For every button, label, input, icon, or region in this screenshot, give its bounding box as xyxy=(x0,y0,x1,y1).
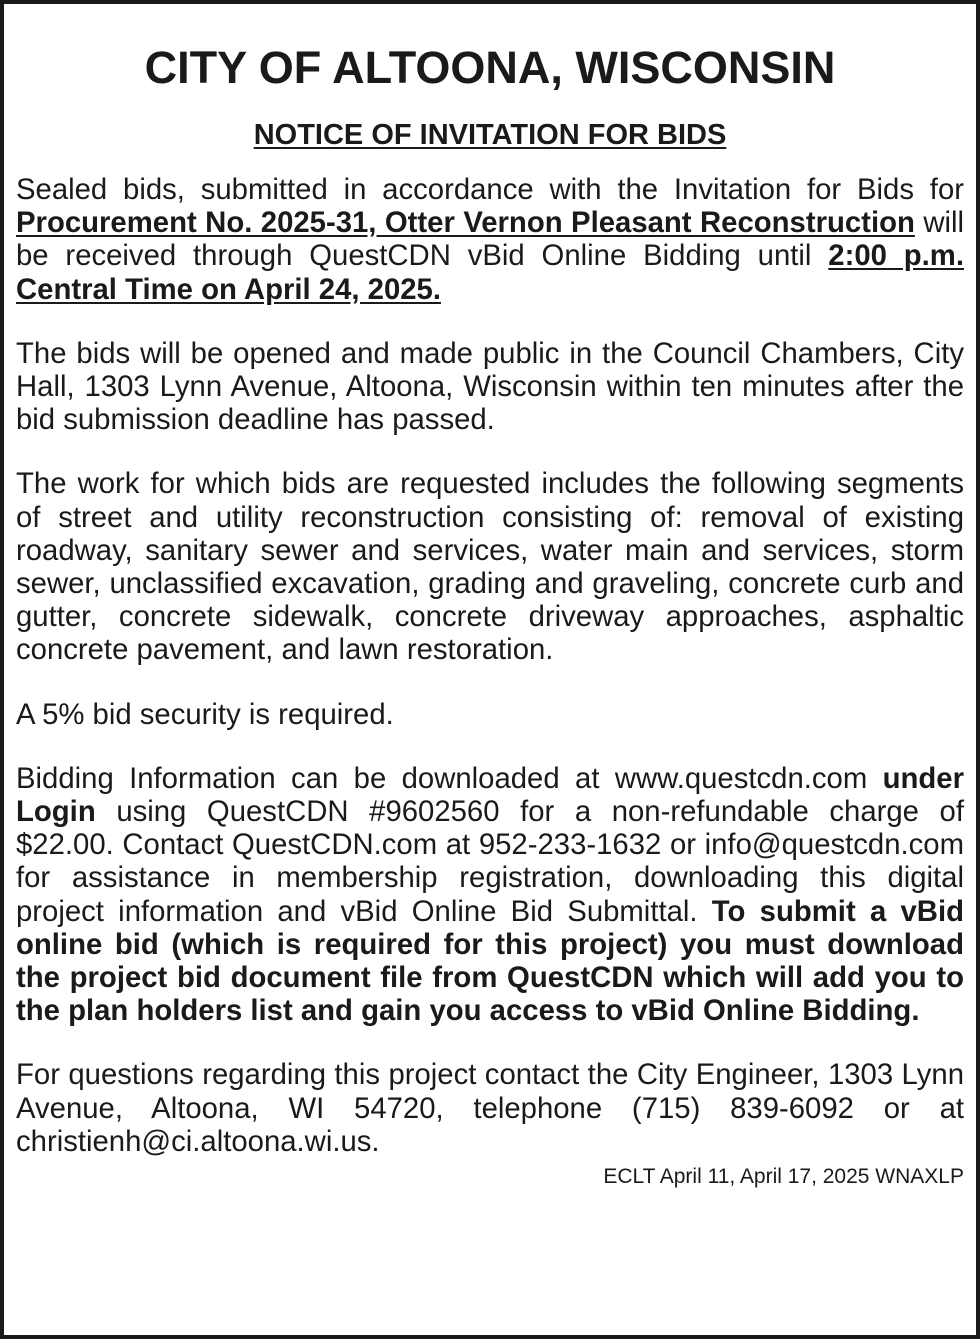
contact-paragraph: For questions regarding this project contact the City Engineer, 1303 Lynn Avenue, Altoona, WI 54720, telephone (715) 839-6092 or at christienh@ci.altoona.wi.us. xyxy=(16,1058,964,1158)
bidding-information-paragraph xyxy=(16,762,964,1028)
publication-footer: ECLT April 11, April 17, 2025 WNAXLP xyxy=(603,1165,964,1189)
notice-subtitle-text: NOTICE OF INVITATION FOR BIDS xyxy=(253,119,727,151)
scope-of-work-paragraph: The work for which bids are requested includes the following segments of street and utility reconstruction consisting of: removal of existing roadway, sanitary sewer and services, water main and services, storm sewer, unclassified excavation, grading and graveling, concrete curb and gutter, concrete sidewalk, concrete driveway approaches, asphaltic concrete pavement, and lawn restoration. xyxy=(16,467,964,667)
notice-title: CITY OF ALTOONA, WISCONSIN xyxy=(144,42,836,93)
p1-middle: will be received through QuestCDN vBid Online Bidding until xyxy=(16,206,964,273)
bid-deadline: 2:00 p.m. Central Time on April 24, 2025. xyxy=(16,239,964,306)
bid-opening-paragraph: The bids will be opened and made public in the Council Chambers, City Hall, 1303 Lynn Avenue, Altoona, Wisconsin within ten minutes after the bid submission deadline has passed. xyxy=(16,336,964,437)
p1-intro: Sealed bids, submitted in accordance with the Invitation for Bids for xyxy=(16,173,964,206)
procurement-name: Procurement No. 2025-31, Otter Vernon Pleasant Reconstruction xyxy=(16,206,915,240)
bid-submission-paragraph xyxy=(16,173,964,306)
login-emphasis: under Login xyxy=(16,761,964,829)
notice-subtitle xyxy=(16,118,964,152)
vbid-requirement: To submit a vBid online bid (which is required for this project) you must download the project bid document file from QuestCDN which will add you to the plan holders list and gain you access to vBid Online Bidding. xyxy=(16,894,964,1028)
p5-intro: Bidding Information can be downloaded at www.questcdn.com xyxy=(16,761,883,795)
p5-middle: using QuestCDN #9602560 for a non-refundable charge of $22.00. Contact QuestCDN.com at 952-233-1632 or info@questcdn.com for assistance in membership registration, downloading this digital project information and vBid Online Bid Submittal. xyxy=(16,795,964,928)
bid-security-paragraph: A 5% bid security is required. xyxy=(16,697,394,731)
